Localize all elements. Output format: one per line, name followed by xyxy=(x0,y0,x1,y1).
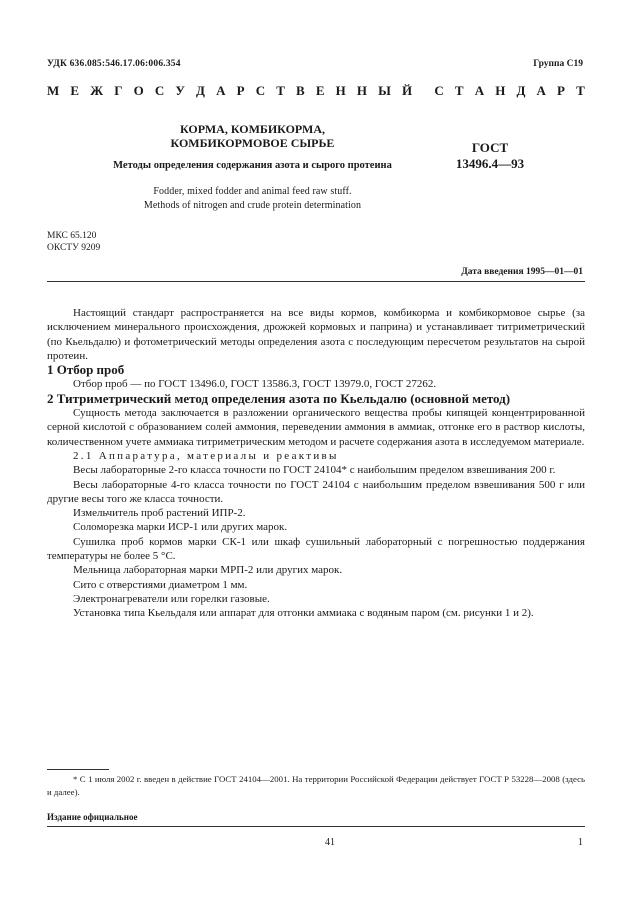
banner-letter: Т xyxy=(276,83,285,98)
edition-label: Издание официальное xyxy=(47,812,138,822)
equipment-item: Сушилка проб кормов марки СК-1 или шкаф сушильный лабораторный с погрешностью поддержания температуры не более 5 °С. xyxy=(47,535,585,563)
banner-letter: Н xyxy=(356,83,367,98)
subtitle: Методы определения содержания азота и сырого протеина xyxy=(113,160,392,171)
footnote-divider xyxy=(47,769,109,770)
classification-codes xyxy=(47,230,100,254)
banner-letter: Т xyxy=(576,83,585,98)
banner-letter: Н xyxy=(335,83,346,98)
equipment-item: Мельница лабораторная марки МРП-2 или других марок. xyxy=(73,564,343,577)
banner-letter: С xyxy=(255,83,266,98)
footnote xyxy=(47,773,585,798)
introduction-date: Дата введения 1995—01—01 xyxy=(461,267,583,277)
banner-letter: Т xyxy=(454,83,464,98)
section-2-text: Сущность метода заключается в разложении органического вещества пробы кипящей концентрированной серной кислотой с образованием солей аммония, переведении аммония в аммиак, отгонке его в раствор кислоты, количественном учете аммиака титриметрическим методом и расчете содержания азота в исследуемом материале. xyxy=(47,407,585,448)
equipment-item: Установка типа Кьельдаля или аппарат для отгонки аммиака с водяным паром (см. рисунки 1 и 2). xyxy=(73,607,534,620)
english-title xyxy=(95,185,410,213)
banner-letter: В xyxy=(296,83,305,98)
footnote-text: * С 1 июля 2002 г. введен в действие ГОСТ 24104—2001. На территории Российской Федерации действует ГОСТ Р 53228—2008 (здесь и далее). xyxy=(47,774,585,797)
clause-2-1-heading: 2.1 Аппаратура, материалы и реактивы xyxy=(73,449,339,462)
okstu-code: ОКСТУ 9209 xyxy=(47,243,101,253)
equipment-list xyxy=(47,463,585,620)
udk-code: УДК 636.085:546.17.06:006.354 xyxy=(47,59,181,69)
gost-designation xyxy=(440,140,540,172)
title-line-1: КОРМА, КОМБИКОРМА, xyxy=(180,122,325,136)
banner-letter: Н xyxy=(495,83,506,98)
banner-letter: А xyxy=(474,83,485,98)
equipment-item: Электронагреватели или горелки газовые. xyxy=(73,592,270,605)
english-title-line-2: Methods of nitrogen and crude protein determination xyxy=(143,200,362,211)
banner-letter: А xyxy=(216,83,226,98)
banner-letter: Ж xyxy=(90,83,104,98)
equipment-item: Весы лабораторные 2-го класса точности по ГОСТ 24104* с наибольшим пределом взвешивания 200 г. xyxy=(73,464,556,477)
banner-letter: Г xyxy=(114,83,123,98)
gost-number: 13496.4—93 xyxy=(455,156,525,171)
section-1-heading: 1 Отбор проб xyxy=(47,362,125,378)
intro-paragraph: Настоящий стандарт распространяется на все виды кормов, комбикорма и комбикормовое сырье (за исключением минерального происхождения, дрожжей кормовых и паприна) и устанавливает титриметрический (по Кьельдалю) и фотометрический методы определения азота с последующим пересчетом результатов на сырой протеин. xyxy=(47,307,585,362)
banner-letter: М xyxy=(47,83,60,98)
header-divider xyxy=(47,281,585,282)
equipment-item: Сито с отверстиями диаметром 1 мм. xyxy=(73,578,248,591)
footer-divider xyxy=(47,826,585,827)
sheet-number: 1 xyxy=(578,837,583,848)
banner-letter: Д xyxy=(196,83,205,98)
equipment-item: Соломорезка марки ИСР-1 или других марок. xyxy=(73,521,288,534)
banner-letter: Е xyxy=(70,83,80,98)
banner-letter: А xyxy=(536,83,546,98)
title-block xyxy=(95,122,410,213)
page-number: 41 xyxy=(325,837,335,848)
banner-letter: Е xyxy=(315,83,325,98)
equipment-item: Измельчитель проб растений ИПР-2. xyxy=(73,507,246,520)
group-code: Группа С19 xyxy=(533,59,583,69)
english-title-line-1: Fodder, mixed fodder and animal feed raw stuff. xyxy=(153,186,352,197)
banner-letter: Ы xyxy=(378,83,391,98)
mks-code: МКС 65.120 xyxy=(47,231,97,241)
document-body xyxy=(47,306,585,621)
section-1-text: Отбор проб — по ГОСТ 13496.0, ГОСТ 13586.3, ГОСТ 13979.0, ГОСТ 27262. xyxy=(73,378,437,391)
banner-letter: Д xyxy=(516,83,526,98)
section-2-heading: 2 Титриметрический метод определения азота по Кьельдалю (основной метод) xyxy=(47,390,511,406)
banner-letter: С xyxy=(434,83,444,98)
interstate-standard-banner xyxy=(47,83,585,99)
equipment-item: Весы лабораторные 4-го класса точности по ГОСТ 24104 с наибольшим пределом взвешивания 500 г или другие весы того же класса точности. xyxy=(47,478,585,505)
banner-letter: С xyxy=(154,83,165,98)
banner-letter: Р xyxy=(557,83,565,98)
banner-letter: Р xyxy=(236,83,245,98)
title-line-2: КОМБИКОРМОВОЕ СЫРЬЕ xyxy=(170,136,335,150)
banner-letter: Й xyxy=(402,83,413,98)
banner-letter: О xyxy=(133,83,144,98)
gost-label: ГОСТ xyxy=(471,140,509,155)
banner-letter: У xyxy=(175,83,185,98)
